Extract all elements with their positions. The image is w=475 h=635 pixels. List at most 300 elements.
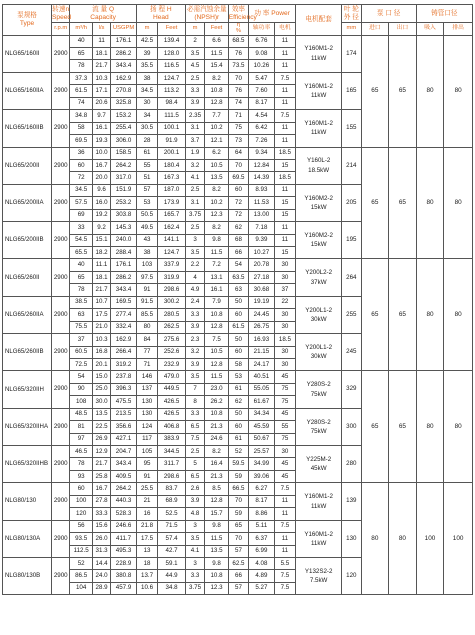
capacity-usgpm-cell: 145.3 bbox=[111, 222, 137, 234]
capacity-usgpm-cell: 495.3 bbox=[111, 545, 137, 557]
npsh-feet-cell: 8.2 bbox=[205, 222, 228, 234]
npsh-m-cell: 2 bbox=[185, 35, 204, 47]
motor-kw: 30kW bbox=[310, 315, 327, 323]
npsh-m-cell: 2.5 bbox=[185, 72, 204, 84]
motor-power-cell: 37 bbox=[274, 284, 295, 296]
capacity-m3h-cell: 72.5 bbox=[70, 358, 92, 370]
impeller-cell: 165 bbox=[342, 72, 361, 109]
motor-power-cell: 30 bbox=[274, 446, 295, 458]
capacity-usgpm-cell: 475.5 bbox=[111, 396, 137, 408]
motor-power-cell: 11 bbox=[274, 234, 295, 246]
shaft-power-cell: 8.17 bbox=[249, 495, 275, 507]
npsh-feet-cell: 15.7 bbox=[205, 508, 228, 520]
motor-power-cell: 11 bbox=[274, 60, 295, 72]
inlet-cell: 65 bbox=[361, 259, 389, 371]
capacity-ls-cell: 17.1 bbox=[92, 85, 110, 97]
efficiency-cell: 60 bbox=[228, 421, 248, 433]
header-capacity: 流 量 Q Capacity bbox=[70, 5, 136, 23]
table-row bbox=[3, 371, 473, 383]
npsh-m-cell: 4.1 bbox=[185, 545, 204, 557]
capacity-ls-cell: 18.1 bbox=[92, 271, 110, 283]
capacity-ls-cell: 16.7 bbox=[92, 159, 110, 171]
capacity-ls-cell: 18.2 bbox=[92, 247, 110, 259]
npsh-feet-cell: 9.8 bbox=[205, 520, 228, 532]
header-row-titles bbox=[3, 5, 473, 23]
motor-power-cell: 18.5 bbox=[274, 147, 295, 159]
head-m-cell: 77 bbox=[136, 346, 157, 358]
capacity-ls-cell: 15.6 bbox=[92, 520, 110, 532]
shaft-power-cell: 50.67 bbox=[249, 433, 275, 445]
npsh-m-cell: 7.5 bbox=[185, 433, 204, 445]
shaft-power-cell: 34.99 bbox=[249, 458, 275, 470]
head-feet-cell: 344.5 bbox=[158, 446, 186, 458]
head-feet-cell: 426.5 bbox=[158, 408, 186, 420]
head-m-cell: 38 bbox=[136, 72, 157, 84]
capacity-m3h-cell: 61.5 bbox=[70, 85, 92, 97]
shaft-power-cell: 61.67 bbox=[249, 396, 275, 408]
shaft-power-cell: 14.39 bbox=[249, 172, 275, 184]
header-head: 扬 程 H Head bbox=[136, 5, 185, 23]
capacity-usgpm-cell: 440.3 bbox=[111, 495, 137, 507]
capacity-usgpm-cell: 162.9 bbox=[111, 72, 137, 84]
capacity-m3h-cell: 54 bbox=[70, 371, 92, 383]
efficiency-cell: 70 bbox=[228, 495, 248, 507]
head-m-cell: 16 bbox=[136, 508, 157, 520]
npsh-feet-cell: 12.1 bbox=[205, 135, 228, 147]
header-efficiency: 效率 Efficiency bbox=[228, 5, 257, 21]
efficiency-cell: 59.5 bbox=[228, 458, 248, 470]
capacity-ls-cell: 31.3 bbox=[92, 545, 110, 557]
motor-power-cell: 15 bbox=[274, 197, 295, 209]
motor-power-cell: 45 bbox=[274, 408, 295, 420]
npsh-m-cell: 3.7 bbox=[185, 135, 204, 147]
unit-inlet: 进口 bbox=[361, 23, 389, 36]
npsh-feet-cell: 6.2 bbox=[205, 147, 228, 159]
discharge-cell: 80 bbox=[444, 35, 473, 147]
header-row-units bbox=[3, 23, 473, 36]
capacity-ls-cell: 15.1 bbox=[92, 234, 110, 246]
head-m-cell: 130 bbox=[136, 396, 157, 408]
head-feet-cell: 113.2 bbox=[158, 85, 186, 97]
capacity-ls-cell: 22.5 bbox=[92, 421, 110, 433]
head-m-cell: 80 bbox=[136, 321, 157, 333]
head-m-cell: 28 bbox=[136, 135, 157, 147]
speed-cell: 2900 bbox=[52, 557, 70, 594]
motor-model: Y160L-2 bbox=[306, 157, 331, 165]
head-feet-cell: 337.9 bbox=[158, 259, 186, 271]
efficiency-cell: 64 bbox=[228, 147, 248, 159]
unit-npsh-m: m bbox=[185, 23, 204, 36]
head-m-cell: 84 bbox=[136, 334, 157, 346]
head-feet-cell: 128.0 bbox=[158, 48, 186, 60]
suction-cell: 80 bbox=[416, 259, 444, 371]
efficiency-cell: 70 bbox=[228, 72, 248, 84]
capacity-ls-cell: 24.0 bbox=[92, 570, 110, 582]
shaft-power-cell: 6.42 bbox=[249, 122, 275, 134]
capacity-ls-cell: 10.3 bbox=[92, 334, 110, 346]
npsh-m-cell: 2.2 bbox=[185, 259, 204, 271]
npsh-m-cell: 3.1 bbox=[185, 122, 204, 134]
motor-power-cell: 55 bbox=[274, 421, 295, 433]
head-feet-cell: 116.5 bbox=[158, 60, 186, 72]
impeller-cell: 174 bbox=[342, 35, 361, 72]
npsh-feet-cell: 11.5 bbox=[205, 371, 228, 383]
motor-kw: 30kW bbox=[310, 353, 327, 361]
motor-power-cell: 7.5 bbox=[274, 110, 295, 122]
motor-model: Y160M1-2 bbox=[304, 120, 333, 128]
motor-model-cell bbox=[296, 557, 342, 594]
motor-power-cell: 45 bbox=[274, 458, 295, 470]
head-feet-cell: 406.8 bbox=[158, 421, 186, 433]
impeller-cell: 264 bbox=[342, 259, 361, 296]
capacity-usgpm-cell: 286.2 bbox=[111, 271, 137, 283]
head-feet-cell: 44.9 bbox=[158, 570, 186, 582]
capacity-ls-cell: 9.2 bbox=[92, 222, 110, 234]
capacity-m3h-cell: 108 bbox=[70, 396, 92, 408]
table-row bbox=[3, 483, 473, 495]
head-feet-cell: 180.4 bbox=[158, 159, 186, 171]
head-m-cell: 50.5 bbox=[136, 209, 157, 221]
npsh-feet-cell: 10.8 bbox=[205, 408, 228, 420]
motor-model: Y200L1-2 bbox=[305, 306, 333, 314]
npsh-m-cell: 2.35 bbox=[185, 110, 204, 122]
npsh-feet-cell: 12.8 bbox=[205, 495, 228, 507]
efficiency-cell: 62 bbox=[228, 222, 248, 234]
head-feet-cell: 98.4 bbox=[158, 97, 186, 109]
capacity-m3h-cell: 46.5 bbox=[70, 446, 92, 458]
capacity-ls-cell: 30.0 bbox=[92, 396, 110, 408]
capacity-usgpm-cell: 228.9 bbox=[111, 557, 137, 569]
npsh-feet-cell: 12.3 bbox=[205, 582, 228, 594]
motor-power-cell: 7.5 bbox=[274, 72, 295, 84]
capacity-ls-cell: 33.3 bbox=[92, 508, 110, 520]
discharge-cell: 80 bbox=[444, 147, 473, 259]
shaft-power-cell: 9.39 bbox=[249, 234, 275, 246]
capacity-m3h-cell: 37.3 bbox=[70, 72, 92, 84]
efficiency-cell: 71 bbox=[228, 110, 248, 122]
npsh-m-cell: 4.9 bbox=[185, 284, 204, 296]
motor-power-cell: 30 bbox=[274, 321, 295, 333]
efficiency-cell: 60 bbox=[228, 309, 248, 321]
speed-cell: 2900 bbox=[52, 334, 70, 371]
efficiency-cell: 62.5 bbox=[228, 557, 248, 569]
capacity-m3h-cell: 34.5 bbox=[70, 184, 92, 196]
efficiency-cell: 70 bbox=[228, 533, 248, 545]
npsh-feet-cell: 8.2 bbox=[205, 446, 228, 458]
npsh-m-cell: 5 bbox=[185, 458, 204, 470]
capacity-m3h-cell: 37 bbox=[70, 334, 92, 346]
efficiency-cell: 74 bbox=[228, 97, 248, 109]
capacity-m3h-cell: 56 bbox=[70, 520, 92, 532]
capacity-usgpm-cell: 151.9 bbox=[111, 184, 137, 196]
speed-cell: 2900 bbox=[52, 446, 70, 483]
head-m-cell: 30 bbox=[136, 97, 157, 109]
shaft-power-cell: 40.51 bbox=[249, 371, 275, 383]
motor-kw: 11kW bbox=[310, 502, 327, 510]
motor-model-cell bbox=[296, 259, 342, 296]
motor-model: Y280S-2 bbox=[306, 381, 331, 389]
capacity-usgpm-cell: 246.6 bbox=[111, 520, 137, 532]
outlet-cell: 65 bbox=[389, 147, 417, 259]
head-m-cell: 13.7 bbox=[136, 570, 157, 582]
discharge-cell: 80 bbox=[444, 371, 473, 483]
npsh-m-cell: 2.6 bbox=[185, 483, 204, 495]
npsh-feet-cell: 16.1 bbox=[205, 284, 228, 296]
head-feet-cell: 57.4 bbox=[158, 533, 186, 545]
motor-model-cell bbox=[296, 147, 342, 184]
npsh-feet-cell: 24.6 bbox=[205, 433, 228, 445]
efficiency-cell: 59 bbox=[228, 508, 248, 520]
motor-power-cell: 11 bbox=[274, 122, 295, 134]
npsh-feet-cell: 10.8 bbox=[205, 309, 228, 321]
shaft-power-cell: 8.17 bbox=[249, 97, 275, 109]
head-feet-cell: 162.4 bbox=[158, 222, 186, 234]
motor-power-cell: 11 bbox=[274, 545, 295, 557]
capacity-m3h-cell: 93 bbox=[70, 470, 92, 482]
npsh-m-cell: 4.5 bbox=[185, 60, 204, 72]
unit-m3h: m³/h bbox=[70, 23, 92, 36]
capacity-m3h-cell: 38.5 bbox=[70, 296, 92, 308]
efficiency-cell: 53 bbox=[228, 371, 248, 383]
efficiency-cell: 72 bbox=[228, 197, 248, 209]
header-type: 泵规格 Type bbox=[3, 5, 52, 36]
suction-cell: 80 bbox=[416, 147, 444, 259]
head-m-cell: 91 bbox=[136, 284, 157, 296]
model-cell: NLG65/320IIHB bbox=[3, 446, 52, 483]
head-m-cell: 21.8 bbox=[136, 520, 157, 532]
capacity-usgpm-cell: 396.3 bbox=[111, 383, 137, 395]
motor-power-cell: 30 bbox=[274, 271, 295, 283]
capacity-m3h-cell: 104 bbox=[70, 582, 92, 594]
npsh-m-cell: 3.3 bbox=[185, 408, 204, 420]
head-feet-cell: 479.0 bbox=[158, 371, 186, 383]
capacity-ls-cell: 26.0 bbox=[92, 533, 110, 545]
efficiency-cell: 69.5 bbox=[228, 172, 248, 184]
capacity-usgpm-cell: 427.1 bbox=[111, 433, 137, 445]
model-cell: NLG80/130B bbox=[3, 557, 52, 594]
head-feet-cell: 167.3 bbox=[158, 172, 186, 184]
motor-power-cell: 18.5 bbox=[274, 334, 295, 346]
model-cell: NLG65/160IIA bbox=[3, 72, 52, 109]
motor-power-cell: 75 bbox=[274, 383, 295, 395]
capacity-usgpm-cell: 325.8 bbox=[111, 97, 137, 109]
head-m-cell: 55 bbox=[136, 159, 157, 171]
npsh-m-cell: 2.4 bbox=[185, 296, 204, 308]
unit-head-feet: Feet bbox=[158, 23, 186, 36]
capacity-usgpm-cell: 253.2 bbox=[111, 197, 137, 209]
speed-cell: 2900 bbox=[52, 147, 70, 184]
capacity-ls-cell: 21.7 bbox=[92, 60, 110, 72]
motor-kw: 7.5kW bbox=[309, 577, 328, 585]
npsh-feet-cell: 12.8 bbox=[205, 358, 228, 370]
impeller-cell: 245 bbox=[342, 334, 361, 371]
capacity-ls-cell: 10.3 bbox=[92, 72, 110, 84]
motor-model-cell bbox=[296, 446, 342, 483]
impeller-cell: 280 bbox=[342, 446, 361, 483]
head-feet-cell: 298.6 bbox=[158, 470, 186, 482]
shaft-power-cell: 13.00 bbox=[249, 209, 275, 221]
npsh-m-cell: 3.75 bbox=[185, 582, 204, 594]
head-feet-cell: 91.9 bbox=[158, 135, 186, 147]
head-m-cell: 91 bbox=[136, 470, 157, 482]
motor-kw: 15kW bbox=[310, 241, 327, 249]
capacity-m3h-cell: 65.5 bbox=[70, 247, 92, 259]
model-cell: NLG80/130A bbox=[3, 520, 52, 557]
capacity-ls-cell: 20.1 bbox=[92, 358, 110, 370]
capacity-m3h-cell: 63 bbox=[70, 309, 92, 321]
capacity-usgpm-cell: 528.3 bbox=[111, 508, 137, 520]
motor-model-cell bbox=[296, 296, 342, 333]
capacity-usgpm-cell: 176.1 bbox=[111, 35, 137, 47]
npsh-m-cell: 4.8 bbox=[185, 508, 204, 520]
capacity-ls-cell: 9.6 bbox=[92, 184, 110, 196]
motor-power-cell: 75 bbox=[274, 433, 295, 445]
motor-model-cell bbox=[296, 222, 342, 259]
model-cell: NLG65/260II bbox=[3, 259, 52, 296]
capacity-usgpm-cell: 317.0 bbox=[111, 172, 137, 184]
capacity-ls-cell: 15.0 bbox=[92, 371, 110, 383]
npsh-m-cell: 3.2 bbox=[185, 346, 204, 358]
motor-power-cell: 11 bbox=[274, 533, 295, 545]
table-row bbox=[3, 35, 473, 47]
discharge-cell: 80 bbox=[444, 259, 473, 371]
motor-model-cell bbox=[296, 110, 342, 147]
capacity-ls-cell: 14.4 bbox=[92, 557, 110, 569]
npsh-feet-cell: 13.5 bbox=[205, 172, 228, 184]
efficiency-cell: 62 bbox=[228, 396, 248, 408]
shaft-power-cell: 34.34 bbox=[249, 408, 275, 420]
motor-model-cell bbox=[296, 483, 342, 520]
head-m-cell: 30.5 bbox=[136, 122, 157, 134]
shaft-power-cell: 8.93 bbox=[249, 184, 275, 196]
head-m-cell: 53 bbox=[136, 197, 157, 209]
impeller-cell: 300 bbox=[342, 408, 361, 445]
motor-model: Y160M2-2 bbox=[304, 232, 333, 240]
capacity-m3h-cell: 78 bbox=[70, 284, 92, 296]
impeller-cell: 255 bbox=[342, 296, 361, 333]
capacity-ls-cell: 18.1 bbox=[92, 48, 110, 60]
motor-power-cell: 30 bbox=[274, 259, 295, 271]
npsh-feet-cell: 15.4 bbox=[205, 60, 228, 72]
npsh-feet-cell: 23.0 bbox=[205, 383, 228, 395]
npsh-m-cell: 2.5 bbox=[185, 184, 204, 196]
head-feet-cell: 280.5 bbox=[158, 309, 186, 321]
npsh-m-cell: 3.9 bbox=[185, 495, 204, 507]
head-m-cell: 13 bbox=[136, 545, 157, 557]
motor-model-cell bbox=[296, 334, 342, 371]
pump-spec-table bbox=[2, 4, 473, 595]
npsh-m-cell: 3.2 bbox=[185, 159, 204, 171]
shaft-power-cell: 12.84 bbox=[249, 159, 275, 171]
inlet-cell: 80 bbox=[361, 483, 389, 595]
head-feet-cell: 311.7 bbox=[158, 458, 186, 470]
unit-npsh-feet: Feet bbox=[205, 23, 228, 36]
npsh-m-cell: 2.5 bbox=[185, 222, 204, 234]
npsh-m-cell: 3.5 bbox=[185, 48, 204, 60]
speed-cell: 2900 bbox=[52, 222, 70, 259]
head-m-cell: 95 bbox=[136, 458, 157, 470]
capacity-usgpm-cell: 204.7 bbox=[111, 446, 137, 458]
motor-kw: 75kW bbox=[310, 390, 327, 398]
head-m-cell: 85.5 bbox=[136, 309, 157, 321]
table-row bbox=[3, 259, 473, 271]
npsh-feet-cell: 10.5 bbox=[205, 159, 228, 171]
capacity-usgpm-cell: 176.1 bbox=[111, 259, 137, 271]
npsh-feet-cell: 7.9 bbox=[205, 296, 228, 308]
shaft-power-cell: 4.08 bbox=[249, 557, 275, 569]
unit-eff: η % bbox=[228, 23, 248, 36]
npsh-m-cell: 3.5 bbox=[185, 247, 204, 259]
efficiency-cell: 68 bbox=[228, 234, 248, 246]
npsh-feet-cell: 16.4 bbox=[205, 458, 228, 470]
motor-power-cell: 15 bbox=[274, 209, 295, 221]
npsh-feet-cell: 10.8 bbox=[205, 570, 228, 582]
motor-kw: 15kW bbox=[310, 204, 327, 211]
efficiency-cell: 66 bbox=[228, 247, 248, 259]
efficiency-cell: 76 bbox=[228, 85, 248, 97]
motor-model: Y160M1-2 bbox=[304, 493, 333, 501]
impeller-cell: 130 bbox=[342, 520, 361, 557]
capacity-m3h-cell: 78 bbox=[70, 458, 92, 470]
motor-model: Y160M1-2 bbox=[304, 45, 333, 53]
motor-kw: 75kW bbox=[310, 427, 327, 435]
shaft-power-cell: 8.86 bbox=[249, 508, 275, 520]
capacity-ls-cell: 21.0 bbox=[92, 321, 110, 333]
head-m-cell: 18 bbox=[136, 557, 157, 569]
motor-power-cell: 11 bbox=[274, 184, 295, 196]
capacity-m3h-cell: 81 bbox=[70, 421, 92, 433]
head-feet-cell: 52.5 bbox=[158, 508, 186, 520]
npsh-m-cell: 6.5 bbox=[185, 421, 204, 433]
npsh-m-cell: 2.5 bbox=[185, 446, 204, 458]
npsh-m-cell: 3.5 bbox=[185, 533, 204, 545]
header-motor: 电机配套 bbox=[296, 5, 342, 36]
npsh-feet-cell: 10.2 bbox=[205, 197, 228, 209]
outlet-cell: 65 bbox=[389, 371, 417, 483]
head-feet-cell: 200.1 bbox=[158, 147, 186, 159]
shaft-power-cell: 30.68 bbox=[249, 284, 275, 296]
npsh-feet-cell: 7.5 bbox=[205, 334, 228, 346]
shaft-power-cell: 4.54 bbox=[249, 110, 275, 122]
efficiency-cell: 66.5 bbox=[228, 483, 248, 495]
shaft-power-cell: 4.89 bbox=[249, 570, 275, 582]
npsh-m-cell: 3.9 bbox=[185, 321, 204, 333]
model-cell: NLG65/200II bbox=[3, 147, 52, 184]
capacity-usgpm-cell: 277.4 bbox=[111, 309, 137, 321]
impeller-cell: 139 bbox=[342, 483, 361, 520]
motor-power-cell: 11 bbox=[274, 508, 295, 520]
model-cell: NLG65/260IIA bbox=[3, 296, 52, 333]
header-flange: 铸管口径 bbox=[416, 5, 472, 23]
speed-cell: 2900 bbox=[52, 35, 70, 72]
head-feet-cell: 165.7 bbox=[158, 209, 186, 221]
capacity-ls-cell: 12.9 bbox=[92, 446, 110, 458]
unit-impeller-mm: mm bbox=[342, 23, 361, 36]
capacity-usgpm-cell: 213.5 bbox=[111, 408, 137, 420]
speed-cell: 2900 bbox=[52, 184, 70, 221]
efficiency-cell: 59 bbox=[228, 470, 248, 482]
efficiency-cell: 50 bbox=[228, 296, 248, 308]
capacity-usgpm-cell: 270.8 bbox=[111, 85, 137, 97]
npsh-feet-cell: 21.3 bbox=[205, 421, 228, 433]
motor-kw: 11kW bbox=[310, 54, 327, 62]
motor-power-cell: 15 bbox=[274, 159, 295, 171]
npsh-feet-cell: 9.8 bbox=[205, 557, 228, 569]
motor-power-cell: 22 bbox=[274, 296, 295, 308]
head-feet-cell: 262.5 bbox=[158, 321, 186, 333]
header-impeller: 叶 轮 外 径 bbox=[342, 5, 361, 23]
npsh-m-cell: 6.5 bbox=[185, 470, 204, 482]
